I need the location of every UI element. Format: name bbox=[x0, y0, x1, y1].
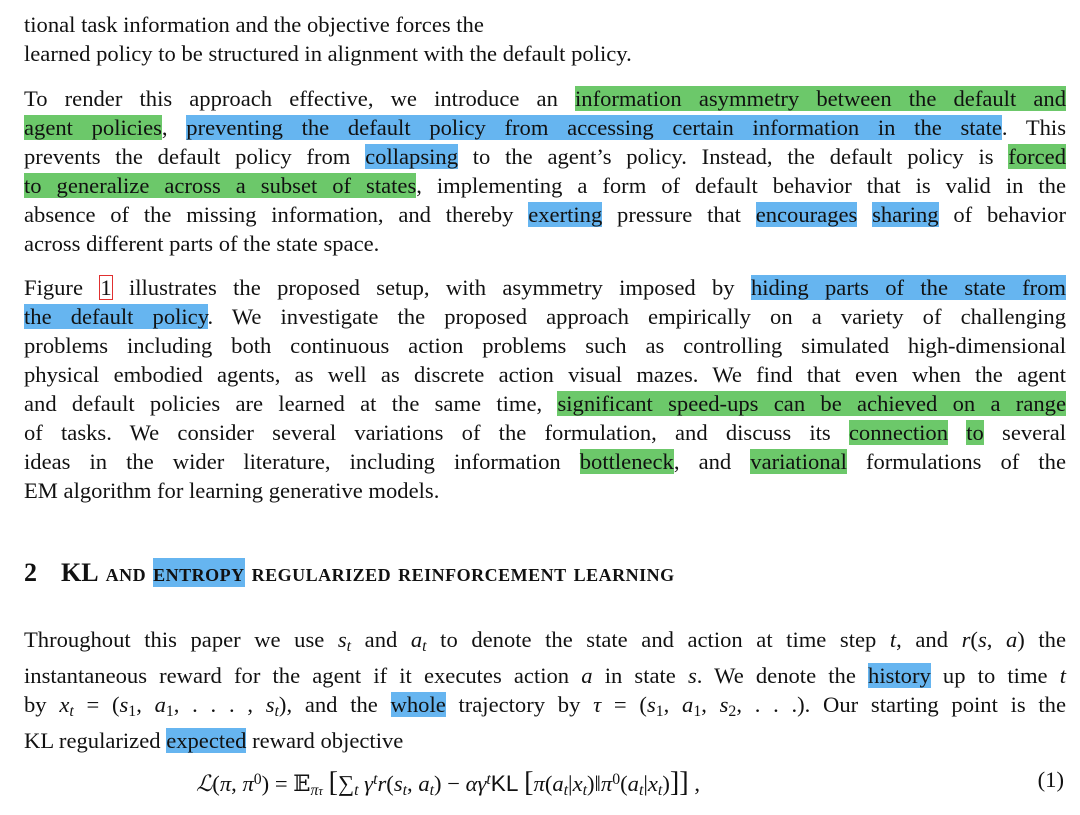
text-line: across different parts of the state space. bbox=[24, 231, 380, 256]
text-line: of tasks. We consider several variations of the formulation, and discuss its connection to several bbox=[24, 420, 1067, 445]
paragraph-figure-setup bbox=[24, 273, 1066, 505]
text-line: learned policy to be structured in alignment with the default policy. bbox=[24, 41, 632, 66]
highlight-blue: the default policy bbox=[24, 304, 208, 329]
text-line: absence of the missing information, and thereby exerting pressure that encourages sharing of behavior bbox=[24, 202, 1066, 227]
paragraph-notation bbox=[24, 625, 1066, 755]
text-line: physical embodied agents, as well as discrete action visual mazes. We find that even when the agent bbox=[24, 362, 1066, 387]
highlight-green: to bbox=[966, 420, 984, 445]
highlight-green: information asymmetry between the default and bbox=[575, 86, 1066, 111]
highlight-blue: expected bbox=[166, 727, 247, 753]
math-a: a bbox=[581, 662, 593, 688]
highlight-blue: hiding parts of the state from bbox=[750, 275, 1066, 300]
highlight-green: variational bbox=[750, 449, 847, 474]
text-line: to generalize across a subset of states, implementing a form of default behavior that is valid in the bbox=[24, 173, 1066, 198]
text-line: and default policies are learned at the same time, significant speed-ups can be achieved on a range bbox=[24, 391, 1066, 416]
highlight-blue: sharing bbox=[872, 202, 939, 227]
figure-reference-link[interactable]: 1 bbox=[100, 275, 112, 300]
text-line: KL regularized expected reward objective bbox=[24, 727, 404, 753]
highlight-blue: whole bbox=[390, 691, 446, 717]
highlight-green: significant speed-ups can be achieved on a range bbox=[557, 391, 1066, 416]
section-heading bbox=[24, 556, 675, 590]
text-line: instantaneous reward for the agent if it executes action a in state s. We denote the history up to time t bbox=[24, 662, 1066, 688]
math-a-t: $a_t$ bbox=[410, 627, 427, 655]
highlight-blue: encourages bbox=[755, 202, 858, 227]
math-r-s-a: r(s, a) bbox=[961, 627, 1025, 652]
math-s-t: $s_t$ bbox=[337, 627, 352, 655]
text-line: tional task information and the objective forces the bbox=[24, 12, 484, 37]
highlight-green: bottleneck bbox=[579, 449, 674, 474]
math-s: s bbox=[688, 662, 697, 688]
highlight-green: agent policies bbox=[24, 115, 162, 140]
paragraph-intro-continuation bbox=[24, 10, 1066, 68]
text-line: agent policies, preventing the default policy from accessing certain information in the state. This bbox=[24, 115, 1066, 140]
highlight-blue: history bbox=[868, 662, 931, 688]
equation-kl-objective: ℒ(π, $\pi^0$) = 𝔼$_{\pi\tau}$ [$\sum_t$ $\gamma^tr(s_t$, $a_t) - \alpha\gamma^tKL$ $[\pi(a_t|x_t)‖\pi^0(a_t|x_t)]$] , bbox=[196, 767, 700, 800]
heading-rest: regularized reinforcement learning bbox=[244, 558, 675, 587]
highlight-blue: entropy bbox=[153, 558, 245, 587]
text-line: Figure 1 illustrates the proposed setup, with asymmetry imposed by hiding parts of the state from bbox=[24, 275, 1066, 300]
highlight-blue: collapsing bbox=[365, 144, 458, 169]
math-trajectory-def: $\tau = (s_1$, $a_1$, $s_2$, . . .) bbox=[593, 691, 805, 720]
highlight-blue: preventing the default policy from accessing certain information in the state bbox=[186, 115, 1002, 140]
text-line: problems including both continuous action problems such as controlling simulated high-dimensional bbox=[24, 333, 1066, 358]
text-line: Throughout this paper we use $s_t$ and $a_t$ to denote the state and action at time step t, and r(s, a) the bbox=[24, 627, 1066, 655]
equation-number: (1) bbox=[1037, 767, 1064, 792]
highlight-green: to generalize across a subset of states bbox=[24, 173, 417, 198]
text-line: by $x_t = (s_1$, $a_1$, . . . , $s_t$), and the whole trajectory by $\tau = (s_1$, $a_1$, $s_2$, . . .). Our starting point is the bbox=[24, 691, 1066, 720]
text-line: prevents the default policy from collapsing to the agent’s policy. Instead, the default policy is forced bbox=[24, 144, 1066, 169]
section-number: 2 bbox=[24, 558, 37, 587]
highlight-green: connection bbox=[848, 420, 949, 445]
text-line: ideas in the wider literature, including information bottleneck, and variational formulations of the bbox=[24, 449, 1066, 474]
text-line: the default policy. We investigate the proposed approach empirically on a variety of challenging bbox=[24, 304, 1066, 329]
math-history-def: $x_t = (s_1$, $a_1$, . . . , $s_t$) bbox=[59, 691, 287, 720]
paragraph-information-asymmetry bbox=[24, 84, 1066, 258]
text-line: EM algorithm for learning generative models. bbox=[24, 478, 440, 503]
highlight-green: forced bbox=[1008, 144, 1066, 169]
math-t: t bbox=[1059, 662, 1066, 688]
math-t: t bbox=[889, 627, 897, 652]
heading-and: and bbox=[98, 558, 154, 587]
heading-kl: KL bbox=[61, 558, 99, 587]
text-line: To render this approach effective, we introduce an information asymmetry between the default and bbox=[24, 86, 1066, 111]
highlight-blue: exerting bbox=[528, 202, 603, 227]
